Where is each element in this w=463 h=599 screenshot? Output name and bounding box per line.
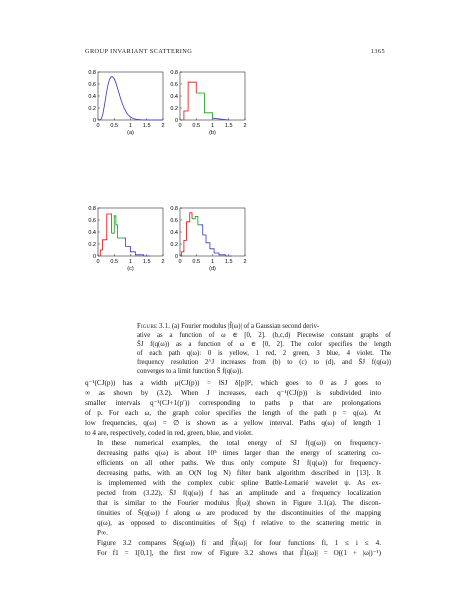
text-line: of p. For each ω, the graph color specifies the length of the path p = q(ω). At	[85, 409, 381, 417]
y-tick-label: 0.6	[88, 82, 96, 88]
text-line: In these numerical examples, the total energy of SJ f(q(ω)) on frequency-	[97, 439, 381, 447]
caption-label: Figure 3.1.	[137, 323, 171, 330]
chart-panel-c	[88, 206, 164, 272]
x-tick-label: 1	[210, 123, 215, 129]
series-line	[182, 213, 192, 256]
caption-line: converges to a limit function S̄ f(q(ω)).	[137, 368, 244, 375]
caption-line: S̄J f(q(ω)) as a function of ω ∈ [0, 2]. The color specifies the length	[137, 341, 391, 348]
panel-label: (c)	[127, 266, 134, 272]
series-line	[213, 118, 229, 120]
y-tick-label: 0	[92, 254, 96, 260]
running-header	[85, 48, 385, 55]
series-line	[192, 216, 200, 224]
text-line: decreasing paths, with an O(N log N) filter bank algorithm described in [13]. It	[97, 469, 381, 477]
x-tick-label: 0.5	[192, 259, 201, 265]
x-tick-label: 1.5	[142, 259, 151, 265]
paragraph	[85, 378, 381, 438]
text-line: tinuities of S̄(q(ω)) f along ω are produced by the discontinuities of the mapping	[97, 509, 381, 517]
y-tick-label: 0.2	[88, 242, 96, 248]
y-tick-label: 0.4	[88, 94, 96, 100]
y-tick-label: 0	[92, 118, 96, 124]
figure-caption	[137, 322, 391, 376]
text-line: smaller intervals q⁻¹(CJ+1(p′)) corresponding to paths p that are prolongations	[85, 399, 381, 407]
y-tick-label: 0.8	[88, 206, 96, 212]
panel-label: (a)	[127, 130, 134, 136]
y-tick-label: 0.2	[88, 106, 96, 112]
series-line	[100, 214, 111, 256]
caption-line: (a) Fourier modulus |f̂(ω)| of a Gaussian second deriv-	[171, 323, 320, 330]
text-line: is implemented with the complex cubic spline Battle-Lemarié wavelet ψ. As ex-	[97, 479, 381, 487]
series-line	[200, 225, 232, 256]
series-line	[100, 77, 163, 120]
text-line: that is similar to the Fourier modulus |f̂(ω)| shown in Figure 3.1(a). The discon-	[97, 499, 381, 507]
x-tick-label: 2	[243, 123, 247, 129]
text-line: efficients on all other paths. We thus only compute S̄J f(q(ω)) for frequency-	[97, 459, 381, 467]
panel-label: (d)	[209, 266, 216, 272]
caption-line: ative as a function of ω ∈ [0, 2]. (b,c,d) Piecewise constant graphs of	[137, 332, 391, 339]
figure-3-1	[88, 62, 248, 312]
chart-panel-b	[170, 70, 246, 136]
y-tick-label: 0.6	[170, 218, 178, 224]
caption-line: of each path q(ω): 0 is yellow, 1 red, 2 green, 3 blue, 4 violet. The	[137, 350, 391, 357]
y-tick-label: 0.2	[170, 242, 178, 248]
y-tick-label: 0.4	[170, 230, 178, 236]
y-tick-label: 0.8	[170, 70, 178, 76]
x-tick-label: 1	[128, 123, 133, 129]
x-tick-label: 1.5	[224, 123, 233, 129]
y-tick-label: 0.4	[170, 94, 178, 100]
x-tick-label: 2	[161, 259, 165, 265]
x-tick-label: 0.5	[192, 123, 201, 129]
text-line: q⁻¹(CJ(p)) has a width μ(CJ(p)) = ‖SJ δ[p]‖², which goes to 0 as J goes to	[85, 379, 381, 387]
page-number: 1365	[370, 48, 385, 55]
text-line: q(ω), as opposed to discontinuities of S̄(q) f relative to the scattering metric in	[97, 519, 381, 527]
x-tick-label: 0.5	[110, 259, 119, 265]
x-tick-label: 1.5	[224, 259, 233, 265]
series-line	[184, 82, 196, 120]
series-line	[112, 216, 123, 238]
text-line: P∞.	[97, 529, 108, 537]
text-line: decreasing paths q(ω) is about 10⁵ times larger than the energy of scattering co-	[97, 449, 381, 457]
x-tick-label: 0.5	[110, 123, 119, 129]
text-line: For f1 = 1[0,1], the first row of Figure 3.2 shows that |f̂1(ω)| = O((1 + |ω|)⁻¹)	[97, 549, 381, 557]
y-tick-label: 0.6	[170, 82, 178, 88]
series-line	[122, 238, 150, 256]
caption-line: frequency resolution 2^J increases from (b) to (c) to (d), and S̄J f(q(ω))	[137, 359, 391, 366]
x-tick-label: 0	[96, 123, 100, 129]
text-line: to 4 are, respectively, coded in red, green, blue, and violet.	[85, 429, 253, 437]
paragraph	[85, 538, 381, 558]
series-line	[196, 93, 212, 118]
y-tick-label: 0.8	[170, 206, 178, 212]
y-tick-label: 0.8	[88, 70, 96, 76]
chart-panel-d	[170, 206, 246, 272]
x-tick-label: 0	[178, 259, 182, 265]
x-tick-label: 1	[128, 259, 133, 265]
y-tick-label: 0	[174, 118, 178, 124]
text-line: low frequencies, q(ω) = ∅ is shown as a yellow interval. Paths q(ω) of length 1	[85, 419, 381, 427]
plot-frame	[98, 72, 163, 120]
x-tick-label: 1	[210, 259, 215, 265]
y-tick-label: 0.6	[88, 218, 96, 224]
text-line: ∞ as shown by (3.2). When J increases, each q⁻¹(CJ(p)) is subdivided into	[85, 389, 381, 397]
text-line: pected from (3.22), S̄J f(q(ω)) f has an amplitude and a frequency localization	[97, 489, 381, 497]
x-tick-label: 2	[243, 259, 247, 265]
x-tick-label: 1.5	[142, 123, 151, 129]
y-tick-label: 0.4	[88, 230, 96, 236]
paragraph	[85, 438, 381, 538]
text-line: Figure 3.2 compares S̄(q(ω)) fi and |f̂i(ω)| for four functions fi, 1 ≤ i ≤ 4.	[97, 539, 381, 547]
x-tick-label: 0	[96, 259, 100, 265]
y-tick-label: 0	[174, 254, 178, 260]
x-tick-label: 0	[178, 123, 182, 129]
chart-panel-a	[88, 70, 164, 136]
running-title: GROUP INVARIANT SCATTERING	[85, 48, 193, 55]
x-tick-label: 2	[161, 123, 165, 129]
body-text	[85, 378, 381, 558]
y-tick-label: 0.2	[170, 106, 178, 112]
panel-label: (b)	[209, 130, 216, 136]
